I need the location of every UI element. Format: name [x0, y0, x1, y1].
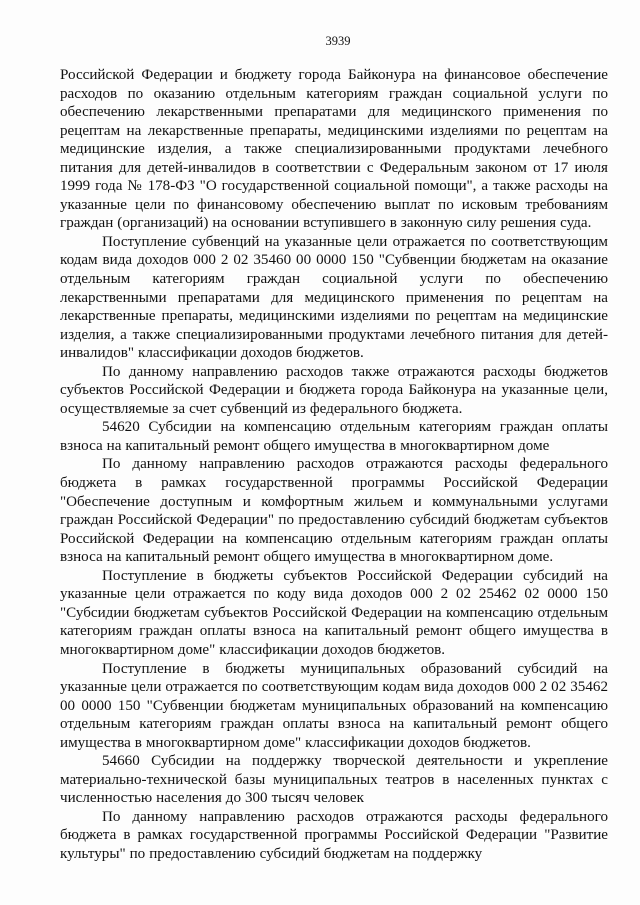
section-heading-54620: 54620 Субсидии на компенсацию отдельным категориям граждан оплаты взноса на капитальный ремонт общего имущества в многоквартирном доме [60, 419, 608, 454]
paragraph-municipal-receipt: Поступление в бюджеты муниципальных образований субсидий на указанные цели отражается по соответствующим кодам вида доходов 000 2 02 35462 00 0000 150 "Субвенции бюджетам муниципальных образований на компенсацию отдельным категориям граждан оплаты взноса на капитальный ремонт общего имущества в многоквартирном доме" классификации доходов бюджетов. [60, 660, 608, 751]
page-number: 3939 [325, 34, 351, 48]
paragraph-regional-expenses: По данному направлению расходов также отражаются расходы бюджетов субъектов Российской Федерации и бюджета города Байконура на указанные цели, осуществляемые за счет субвенций из федерального бюджета. [60, 363, 608, 417]
paragraph-regional-receipt: Поступление в бюджеты субъектов Российской Федерации субсидий на указанные цели отражается по коду вида доходов 000 2 02 25462 02 0000 150 "Субсидии бюджетам субъектов Российской Федерации на компенсацию отдельным категориям граждан оплаты взноса на капитальный ремонт общего имущества в многоквартирном доме" классификации доходов бюджетов. [60, 567, 608, 658]
paragraph-continuation: Российской Федерации и бюджету города Байконура на финансовое обеспечение расходов по оказанию отдельным категориям граждан социальной услуги по обеспечению лекарственными препаратами для медицинского применения по рецептам на лекарственные препараты, медицинскими изделиями по рецептам на медицинские изделия, а также специализированными продуктами лечебного питания для детей-инвалидов в соответствии с Федеральным законом от 17 июля 1999 года № 178-ФЗ "О государственной социальной помощи", а также расходы на указанные цели по финансовому обеспечению выплат по исковым требованиям граждан (организаций) на основании вступившего в законную силу решения суда. [60, 67, 608, 232]
section-heading-54660: 54660 Субсидии на поддержку творческой деятельности и укрепление материально-технической базы муниципальных театров в населенных пунктах с численностью населения до 300 тысяч человек [60, 753, 608, 807]
paragraph-culture-program: По данному направлению расходов отражаются расходы федерального бюджета в рамках государственной программы Российской Федерации "Развитие культуры" по предоставлению субсидий бюджетам на поддержку [60, 808, 608, 862]
paragraph-federal-expenses: По данному направлению расходов отражаются расходы федерального бюджета в рамках государственной программы Российской Федерации "Обеспечение доступным и комфортным жильем и коммунальными услугами граждан Российской Федерации" по предоставлению субсидий бюджетам субъектов Российской Федерации на компенсацию отдельным категориям граждан оплаты взноса на капитальный ремонт общего имущества в многоквартирном доме. [60, 456, 608, 566]
paragraph-subvention-receipt: Поступление субвенций на указанные цели отражается по соответствующим кодам вида доходов 000 2 02 35460 00 0000 150 "Субвенции бюджетам на оказание отдельным категориям граждан социальной услуги по обеспечению лекарственными препаратами для медицинского применения по рецептам на лекарственные препараты, медицинскими изделиями по рецептам на медицинские изделия, а также специализированными продуктами лечебного питания для детей-инвалидов" классификации доходов бюджетов. [60, 233, 608, 362]
